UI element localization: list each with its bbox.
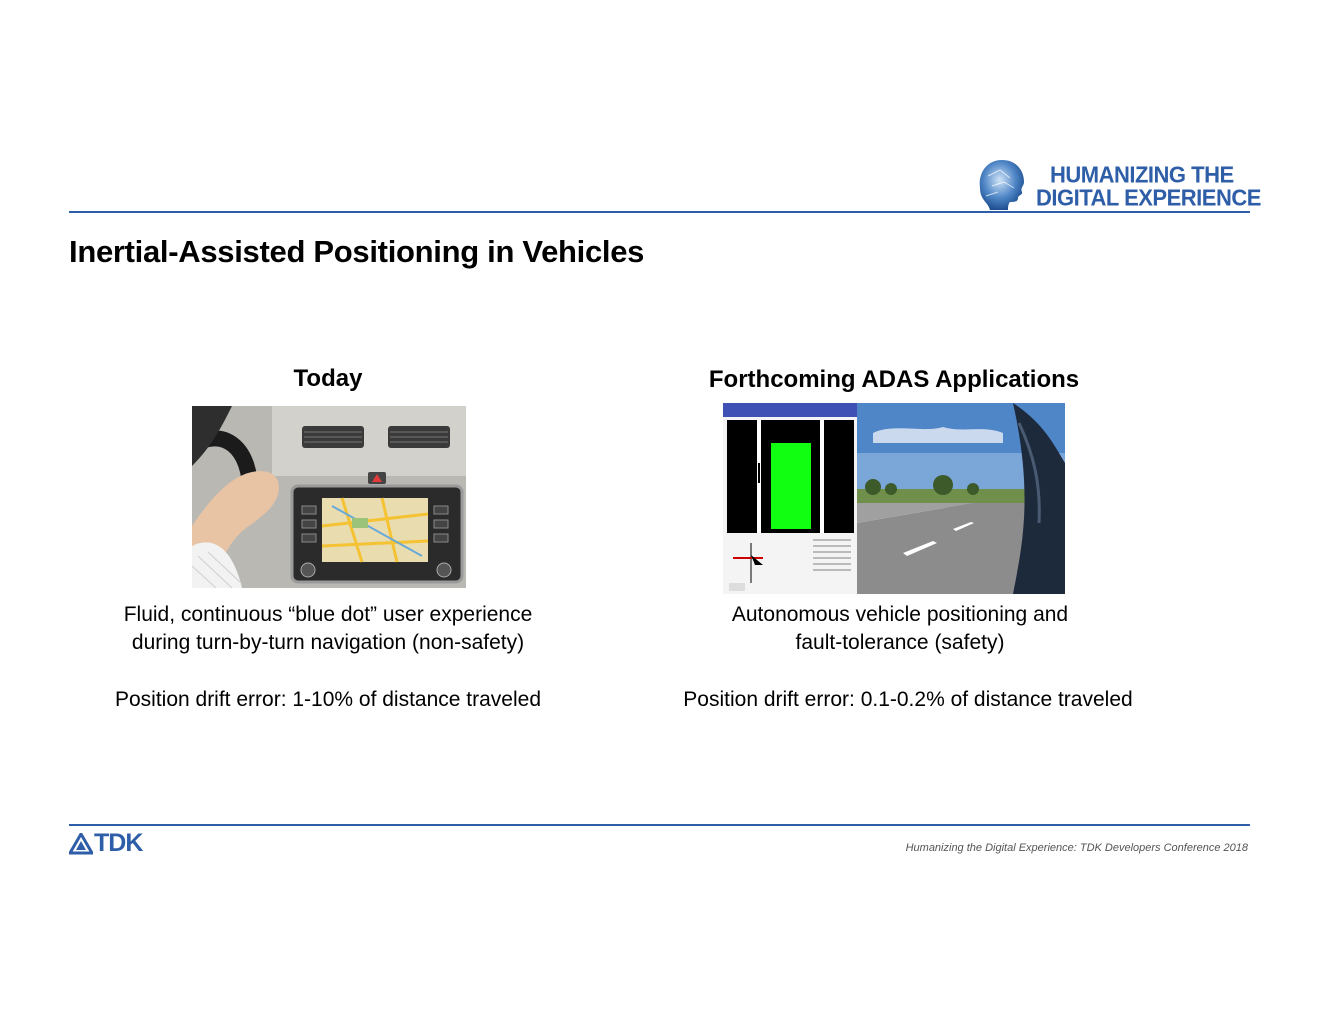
footer-note: Humanizing the Digital Experience: TDK Developers Conference 2018 bbox=[905, 842, 1248, 854]
tdk-emblem-icon bbox=[69, 833, 93, 855]
slide-title: Inertial-Assisted Positioning in Vehicles bbox=[69, 234, 645, 269]
adas-caption bbox=[640, 601, 1160, 657]
adas-heading: Forthcoming ADAS Applications bbox=[708, 366, 1080, 393]
today-heading: Today bbox=[293, 365, 363, 392]
footer-divider bbox=[69, 824, 1250, 826]
adas-caption-line1: Autonomous vehicle positioning and bbox=[731, 603, 1069, 626]
adas-lane-tracking-screenshot bbox=[723, 403, 1065, 594]
today-drift-error: Position drift error: 1-10% of distance traveled bbox=[114, 688, 542, 711]
brand-logo-line2: DIGITAL EXPERIENCE bbox=[1036, 184, 1261, 211]
human-head-icon bbox=[970, 156, 1030, 212]
tdk-wordmark: TDK bbox=[94, 829, 143, 857]
today-caption-line2: during turn-by-turn navigation (non-safety) bbox=[131, 631, 525, 654]
adas-drift-error: Position drift error: 0.1-0.2% of distance traveled bbox=[683, 688, 1133, 711]
car-dashboard-navigation-photo bbox=[192, 406, 466, 588]
header-divider bbox=[69, 211, 1250, 213]
today-caption-line1: Fluid, continuous “blue dot” user experience bbox=[123, 603, 533, 626]
brand-logo-line1: HUMANIZING THE bbox=[1050, 161, 1234, 188]
today-caption bbox=[60, 601, 596, 657]
adas-caption-line2: fault-tolerance (safety) bbox=[795, 631, 1005, 654]
